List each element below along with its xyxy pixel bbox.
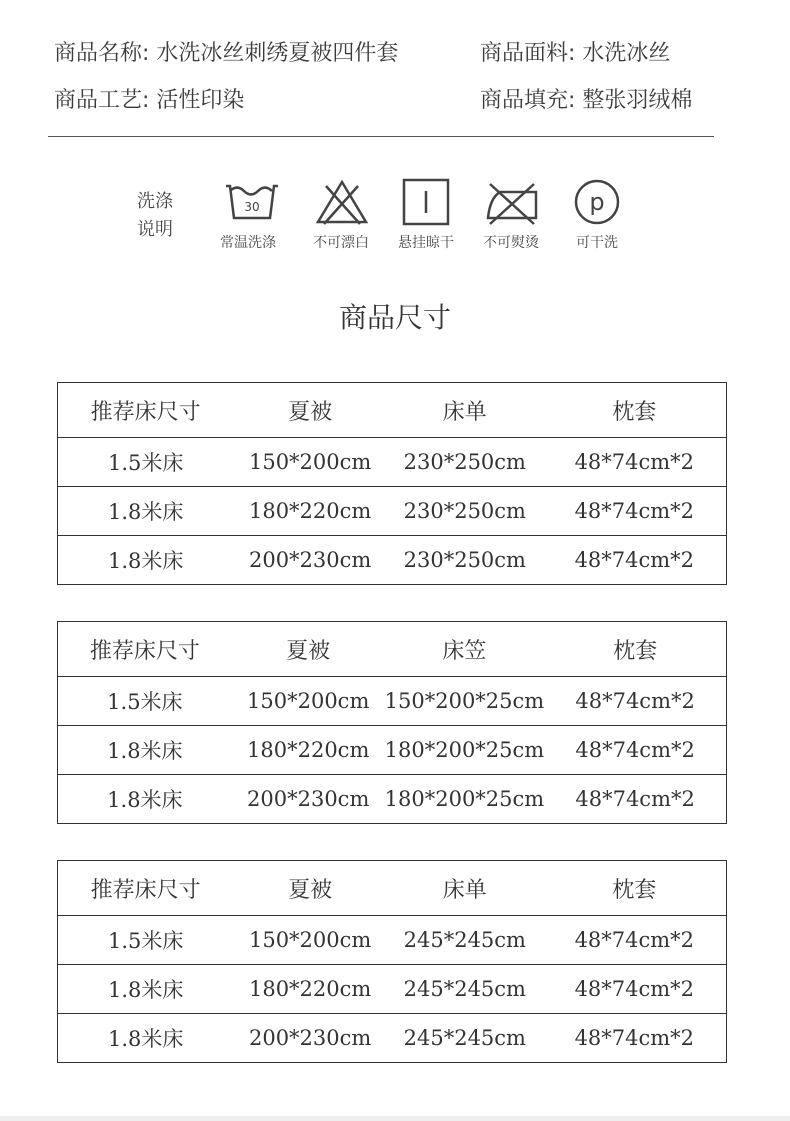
table-row <box>58 438 727 487</box>
product-filling-value: 整张羽绒棉 <box>582 88 693 113</box>
table-cell: 48*74cm*2 <box>543 916 727 965</box>
product-name-value: 水洗冰丝刺绣夏被四件套 <box>156 41 399 66</box>
table-cell: 180*220cm <box>232 726 385 775</box>
table-cell: 1.8米床 <box>58 775 232 824</box>
table-cell: 48*74cm*2 <box>544 775 726 824</box>
table-cell: 48*74cm*2 <box>544 677 726 726</box>
table-cell: 180*220cm <box>233 487 387 536</box>
table-row <box>58 916 727 965</box>
table-row <box>58 536 727 585</box>
header-cell: 推荐床尺寸 <box>58 861 234 916</box>
care-title-line2: 说明 <box>137 219 173 240</box>
table-cell: 1.8米床 <box>58 536 234 585</box>
table-cell: 1.8米床 <box>58 1014 234 1063</box>
no-iron-icon <box>482 178 542 226</box>
table-row <box>58 965 727 1014</box>
table-cell: 150*200cm <box>233 916 387 965</box>
table-cell: 150*200cm <box>233 438 387 487</box>
table-cell: 245*245cm <box>387 916 543 965</box>
care-title <box>137 188 173 244</box>
product-filling-label: 商品填充: <box>480 88 576 113</box>
bottom-strip <box>0 1116 790 1121</box>
table-cell: 245*245cm <box>387 965 543 1014</box>
header-cell: 推荐床尺寸 <box>58 622 232 677</box>
table-row <box>58 677 727 726</box>
table-cell: 48*74cm*2 <box>543 965 727 1014</box>
care-title-line1: 洗涤 <box>137 191 173 212</box>
table-cell: 180*200*25cm <box>385 726 545 775</box>
size-section-title: 商品尺寸 <box>338 301 451 334</box>
table-cell: 150*200cm <box>232 677 385 726</box>
product-fabric-label: 商品面料: <box>480 41 576 66</box>
table-cell: 230*250cm <box>387 438 543 487</box>
care-label-no-iron: 不可熨烫 <box>483 235 539 251</box>
table-cell: 180*220cm <box>233 965 387 1014</box>
table-cell: 1.8米床 <box>58 487 234 536</box>
header-cell: 枕套 <box>544 622 726 677</box>
svg-text:30: 30 <box>244 200 260 214</box>
table-row <box>58 775 727 824</box>
table-cell: 1.5米床 <box>58 677 232 726</box>
table-cell: 200*230cm <box>233 1014 387 1063</box>
svg-text:p: p <box>589 188 605 216</box>
care-label-dry-clean: 可干洗 <box>576 235 618 251</box>
table-cell: 1.5米床 <box>58 916 234 965</box>
table-cell: 200*230cm <box>233 536 387 585</box>
size-table-3 <box>57 860 727 1063</box>
no-bleach-icon <box>312 178 372 226</box>
product-filling-row <box>480 83 692 114</box>
header-cell: 床单 <box>387 861 543 916</box>
product-name-label: 商品名称: <box>54 41 150 66</box>
product-craft-value: 活性印染 <box>156 88 245 113</box>
product-fabric-value: 水洗冰丝 <box>582 41 671 66</box>
product-fabric-row <box>480 36 670 67</box>
table-cell: 1.5米床 <box>58 438 234 487</box>
product-craft-row <box>54 83 244 114</box>
table-header-row <box>58 383 727 438</box>
table-row <box>58 1014 727 1063</box>
table-cell: 48*74cm*2 <box>543 487 727 536</box>
dry-clean-icon <box>567 178 627 226</box>
wash-30-icon <box>222 178 282 226</box>
table-header-row <box>58 622 727 677</box>
hang-dry-icon <box>396 178 456 226</box>
table-cell: 150*200*25cm <box>385 677 545 726</box>
table-cell: 48*74cm*2 <box>543 438 727 487</box>
table-cell: 200*230cm <box>232 775 385 824</box>
size-table-1 <box>57 382 727 585</box>
table-cell: 245*245cm <box>387 1014 543 1063</box>
care-label-hang-dry: 悬挂晾干 <box>398 235 454 251</box>
table-cell: 1.8米床 <box>58 726 232 775</box>
divider <box>48 136 714 137</box>
table-row <box>58 487 727 536</box>
header-cell: 夏被 <box>232 622 385 677</box>
table-cell: 48*74cm*2 <box>543 1014 727 1063</box>
header-cell: 床笠 <box>385 622 545 677</box>
header-cell: 枕套 <box>543 383 727 438</box>
header-cell: 推荐床尺寸 <box>58 383 234 438</box>
header-cell: 枕套 <box>543 861 727 916</box>
table-cell: 48*74cm*2 <box>544 726 726 775</box>
product-craft-label: 商品工艺: <box>54 88 150 113</box>
header-cell: 夏被 <box>233 383 387 438</box>
table-cell: 230*250cm <box>387 536 543 585</box>
care-label-wash: 常温洗涤 <box>220 235 276 251</box>
table-header-row <box>58 861 727 916</box>
size-table-2 <box>57 621 727 824</box>
table-cell: 180*200*25cm <box>385 775 545 824</box>
header-cell: 夏被 <box>233 861 387 916</box>
care-label-no-bleach: 不可漂白 <box>313 235 369 251</box>
table-row <box>58 726 727 775</box>
table-cell: 1.8米床 <box>58 965 234 1014</box>
header-cell: 床单 <box>387 383 543 438</box>
product-name-row <box>54 36 398 67</box>
table-cell: 230*250cm <box>387 487 543 536</box>
table-cell: 48*74cm*2 <box>543 536 727 585</box>
